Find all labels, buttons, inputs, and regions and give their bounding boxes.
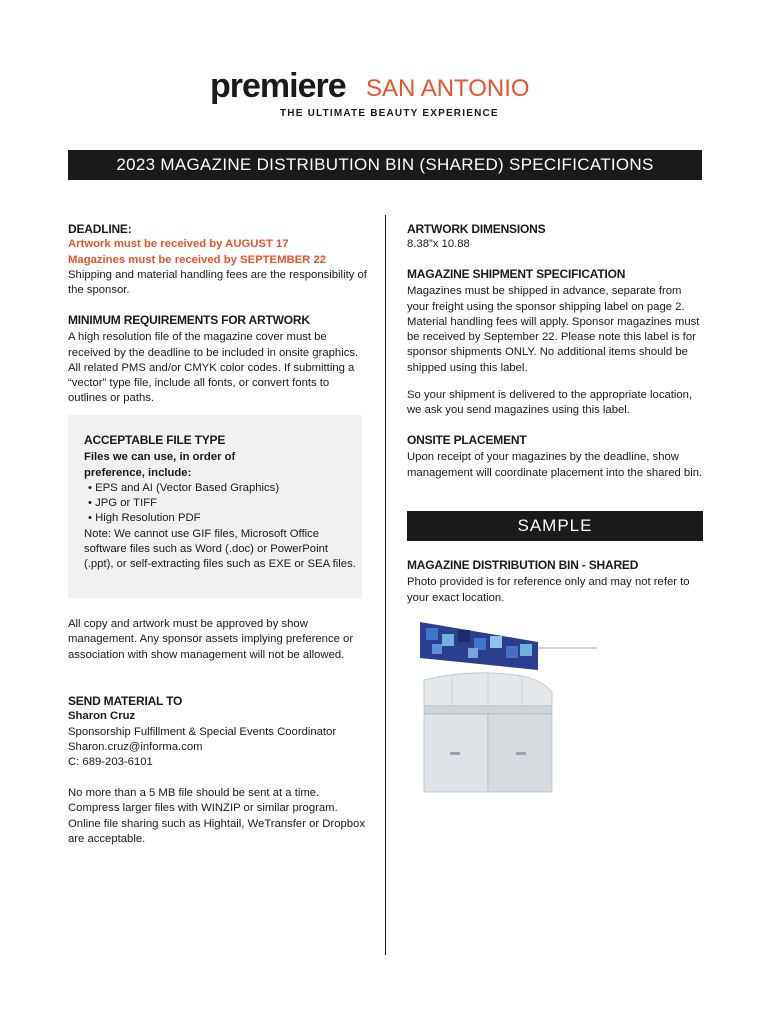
logo-tagline: THE ULTIMATE BEAUTY EXPERIENCE [280,108,499,119]
bin-body [424,673,552,792]
shipment-section [407,267,703,419]
shipment-heading: MAGAZINE SHIPMENT SPECIFICATION [407,267,626,281]
list-item: • JPG or TIFF [84,496,356,511]
dimensions-section [407,222,703,253]
file-size-section [68,786,368,847]
file-type-section [84,433,356,573]
magazine-deadline: Magazines must be received by SEPTEMBER 22 [68,253,327,266]
min-requirements-heading: MINIMUM REQUIREMENTS FOR ARTWORK [68,313,310,327]
bin-section [407,558,703,606]
deadline-section [68,222,368,298]
placement-heading: ONSITE PLACEMENT [407,433,527,447]
logo-city: SAN ANTONIO [366,75,530,102]
placement-section [407,433,703,481]
column-divider [385,215,386,955]
dimensions-value: 8.38”x 10.88 [407,238,470,251]
list-item: • EPS and AI (Vector Based Graphics) [84,481,356,496]
send-material-section [68,694,368,770]
logo-brand: premiere [210,67,346,105]
bin-header-graphic [420,622,597,670]
contact-email: Sharon.cruz@informa.com [68,740,203,753]
approval-section [68,617,368,663]
bin-heading: MAGAZINE DISTRIBUTION BIN - SHARED [407,558,639,572]
contact-title: Sponsorship Fulfillment & Special Events Coordinator [68,725,337,738]
shipment-text: Magazines must be shipped in advance, separate from your freight using the sponsor shipping label on page 2. Material handling fees will apply. Sponsor magazines must be received by September 22. Please note this label is for sponsor shipments ONLY. No additional items should be shipped using this label. [407,285,700,374]
placement-text: Upon receipt of your magazines by the deadline, show management will coordinate placement into the shared bin. [407,451,703,479]
sample-banner: SAMPLE [407,511,703,541]
contact-phone: C: 689-203-6101 [68,756,153,769]
dimensions-heading: ARTWORK DIMENSIONS [407,222,546,236]
artwork-deadline: Artwork must be received by AUGUST 17 [68,238,289,251]
file-size-text: No more than a 5 MB file should be sent at a time. Compress larger files with WINZIP or similar program. Online file sharing such as Hightail, WeTransfer or Dropbox are acceptable. [68,787,365,845]
logo [210,66,560,126]
file-type-note: Note: We cannot use GIF files, Microsoft Office software files such as Word (.doc) or PowerPoint (.ppt), or self-extracting files such as EXE or SEA files. [84,527,356,571]
file-type-intro: Files we can use, in order of preference, include: [84,451,236,479]
send-material-heading: SEND MATERIAL TO [68,694,183,708]
list-item: • High Resolution PDF [84,511,356,526]
min-requirements-text: A high resolution file of the magazine cover must be received by the deadline to be included in onsite graphics. All related PMS and/or CMYK color codes. If submitting a “vector” type file, include all fonts, or convert fonts to outlines or paths. [68,331,359,405]
approval-text: All copy and artwork must be approved by show management. Any sponsor assets implying preference or association with show management will not be allowed. [68,618,354,661]
file-type-heading: ACCEPTABLE FILE TYPE [84,433,226,447]
min-requirements-section [68,313,368,407]
shipment-text-2: So your shipment is delivered to the appropriate location, we ask you send magazines using this label. [407,389,693,417]
bin-text: Photo provided is for reference only and may not refer to your exact location. [407,576,690,604]
deadline-text: Shipping and material handling fees are the responsibility of the sponsor. [68,268,367,297]
distribution-bin-photo [412,618,612,798]
contact-name: Sharon Cruz [68,710,136,723]
file-type-list [84,481,356,527]
deadline-heading: DEADLINE: [68,222,132,236]
page-title: 2023 MAGAZINE DISTRIBUTION BIN (SHARED) SPECIFICATIONS [68,150,702,180]
